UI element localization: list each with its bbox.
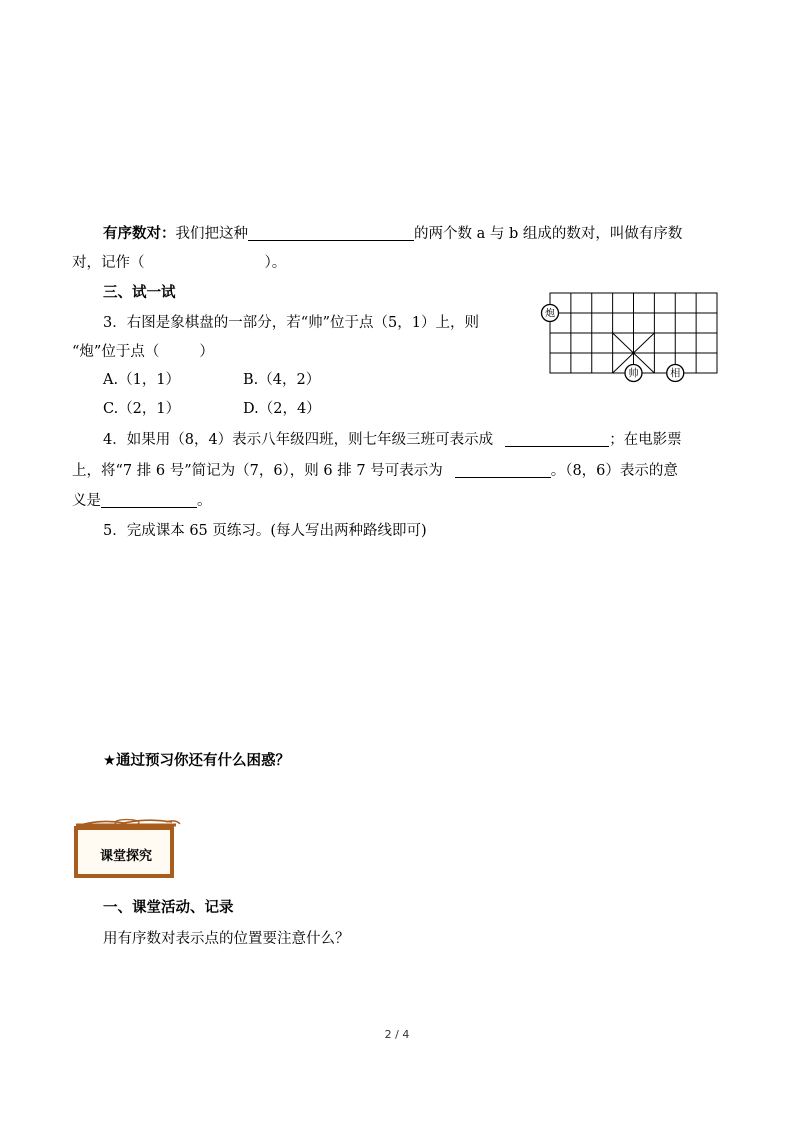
chess-board-figure <box>545 292 721 382</box>
q4-line-2: 上，将“7 排 6 号”简记为（7，6），则 6 排 7 号可表示为 。（8，6）表示的意 <box>72 463 678 479</box>
answer-blank[interactable] <box>248 224 414 241</box>
section-3-title: 三、试一试 <box>103 285 176 301</box>
q3-line-2: “炮”位于点（ ） <box>72 344 214 360</box>
chess-piece <box>542 305 559 322</box>
q3-option-a[interactable]: A.（1，1） <box>103 372 181 388</box>
chess-piece <box>625 365 642 382</box>
definition-line-1: 有序数对：我们把这种 的两个数 a 与 b 组成的数对，叫做有序数 <box>103 226 683 242</box>
definition-term: 有序数对： <box>103 226 176 242</box>
answer-blank[interactable] <box>455 461 551 478</box>
board-grid <box>550 293 717 373</box>
q4-line-1: 4．如果用（8，4）表示八年级四班，则七年级三班可表示成 ；在电影票 <box>103 432 682 448</box>
q3-line-1: 3．右图是象棋盘的一部分，若“帅”位于点（5，1）上，则 <box>103 315 479 331</box>
section-1-question: 用有序数对表示点的位置要注意什么？ <box>103 931 350 947</box>
chess-piece-label: 炮 <box>545 308 555 320</box>
chess-piece-label: 帅 <box>628 368 639 380</box>
chess-piece-label: 相 <box>670 368 681 380</box>
page-number: 2 / 4 <box>384 1028 410 1041</box>
section-1-title: 一、课堂活动、记录 <box>103 900 234 916</box>
answer-blank[interactable] <box>101 491 197 508</box>
q5-text: 5．完成课本 65 页练习。(每人写出两种路线即可) <box>103 523 427 539</box>
chess-piece <box>667 365 684 382</box>
q3-option-d[interactable]: D.（2，4） <box>243 401 321 417</box>
q3-option-b[interactable]: B.（4，2） <box>243 372 321 388</box>
q4-line-3: 义是 。 <box>72 493 212 509</box>
q3-option-c[interactable]: C.（2，1） <box>103 401 181 417</box>
definition-line-2: 对，记作（ ）。 <box>72 255 287 271</box>
answer-blank[interactable] <box>505 430 609 447</box>
banner-label: 课堂探究 <box>99 849 152 864</box>
preview-question: ★通过预习你还有什么困惑？ <box>103 753 290 769</box>
